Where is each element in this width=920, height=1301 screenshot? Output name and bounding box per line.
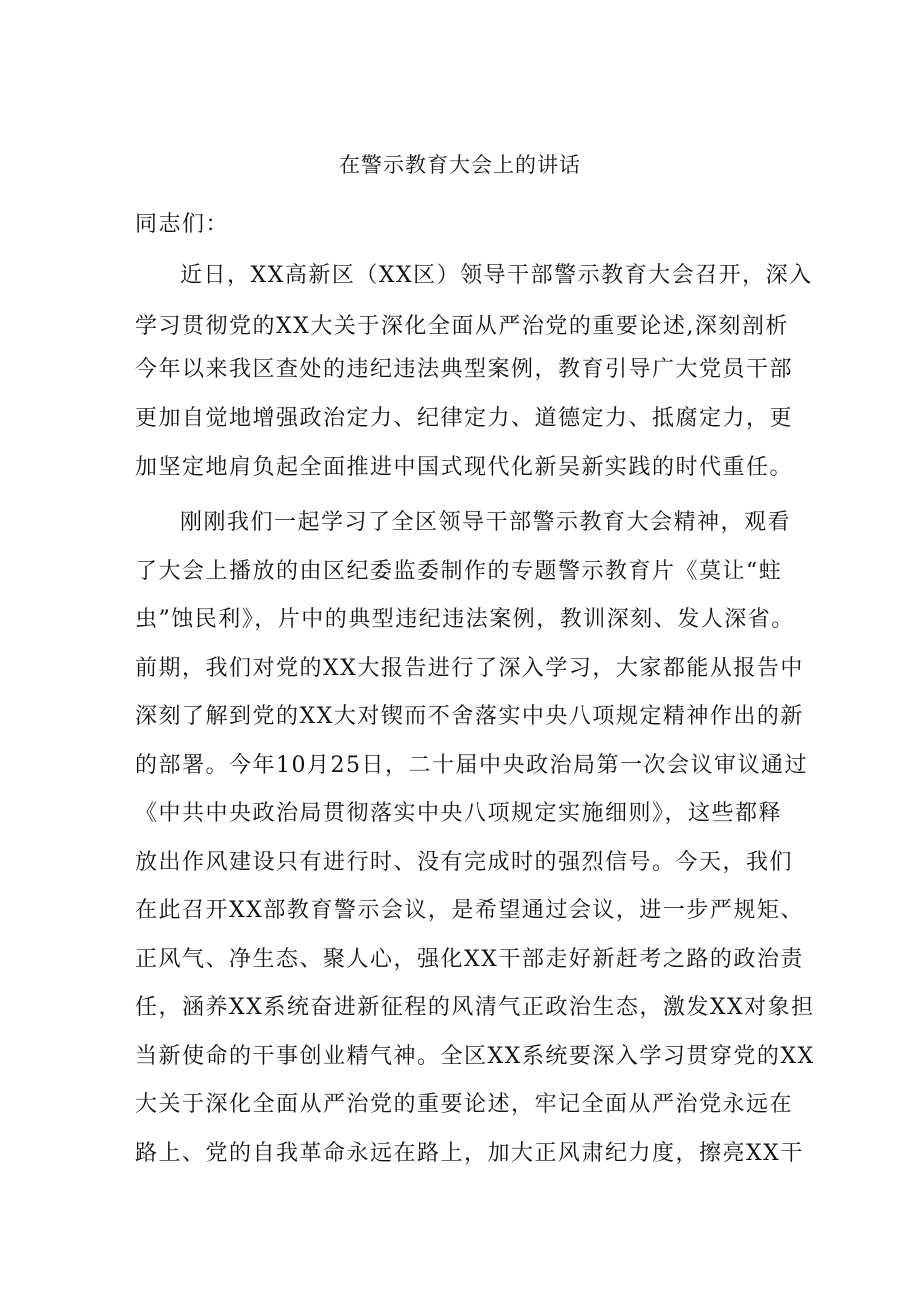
paragraph-line: 放出作风建设只有进行时、没有完成时的强烈信号。今天，我们 <box>135 850 794 875</box>
paragraph-line: 了大会上播放的由区纪委监委制作的专题警示教育片《莫让“蛀 <box>135 559 783 584</box>
paragraph-line: 的部署。今年10月25日，二十届中央政治局第一次会议审议通过 <box>135 753 808 778</box>
paragraph-line: 任，涵养XX系统奋进新征程的风清气正政治生态，激发XX对象担 <box>135 995 815 1020</box>
paragraph-line: 刚刚我们一起学习了全区领导干部警示教育大会精神，观看 <box>180 510 792 535</box>
paragraph-line: 前期，我们对党的XX大报告进行了深入学习，大家都能从报告中 <box>135 656 804 681</box>
paragraph-line: 当新使命的干事创业精气神。全区XX系统要深入学习贯穿党的XX <box>135 1044 815 1069</box>
paragraph-line: 在此召开XX部教育警示会议，是希望通过会议，进一步严规矩、 <box>135 898 804 923</box>
paragraph-line: 深刻了解到党的XX大对锲而不舍落实中央八项规定精神作出的新 <box>135 704 804 729</box>
paragraph-line: 近日，XX高新区（XX区）领导干部警示教育大会召开，深入 <box>180 263 813 288</box>
paragraph-line: 路上、党的自我革命永远在路上，加大正风肃纪力度，擦亮XX干 <box>135 1141 804 1166</box>
paragraph-line: 更加自觉地增强政治定力、纪律定力、道德定力、抵腐定力，更 <box>135 406 794 431</box>
document-title: 在警示教育大会上的讲话 <box>339 153 581 177</box>
paragraph-line: 加坚定地肩负起全面推进中国式现代化新吴新实践的时代重任。 <box>135 455 794 480</box>
paragraph-line: 虫”蚀民利》，片中的典型违纪违法案例，教训深刻、发人深省。 <box>135 607 795 632</box>
salutation: 同志们： <box>135 212 230 237</box>
paragraph-line: 《中共中央政治局贯彻落实中央八项规定实施细则》，这些都释 <box>135 801 783 826</box>
paragraph-line: 今年以来我区查处的违纪违法典型案例，教育引导广大党员干部 <box>135 357 794 382</box>
paragraph-line: 学习贯彻党的XX大关于深化全面从严治党的重要论述,深刻剖析 <box>135 314 789 339</box>
paragraph-line: 正风气、净生态、聚人心，强化XX干部走好新赶考之路的政治责 <box>135 947 804 972</box>
paragraph-line: 大关于深化全面从严治党的重要论述，牢记全面从严治党永远在 <box>135 1092 794 1117</box>
